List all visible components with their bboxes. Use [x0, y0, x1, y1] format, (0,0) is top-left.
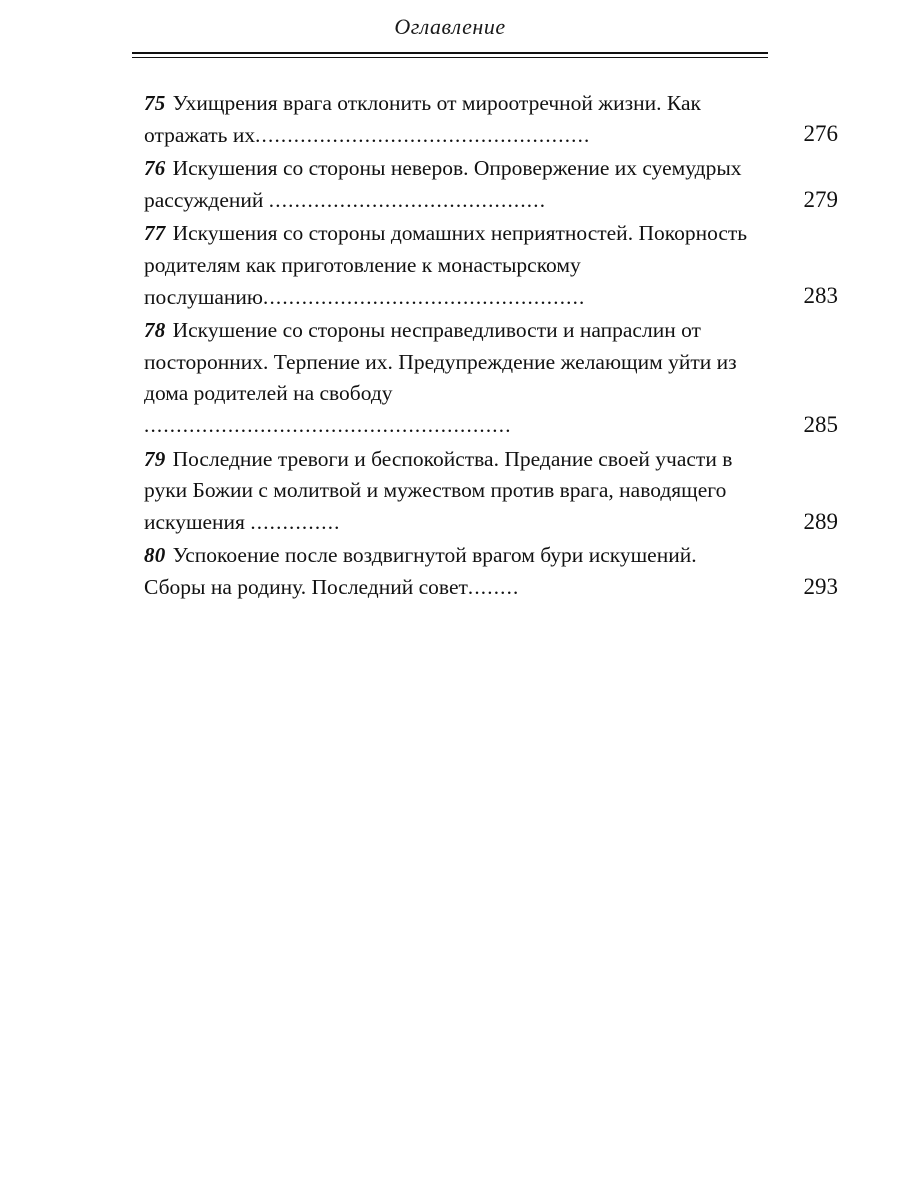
header-rules: [132, 52, 768, 58]
toc-entry-page-number: 289: [803, 508, 838, 534]
toc-entry-number: 80: [144, 543, 166, 568]
toc-entry-leader: ........: [467, 574, 520, 599]
toc-entry-title: Искушения со стороны неверов. Опровержение их суемудрых рассуждений: [144, 156, 742, 212]
toc-entry-leader: ..................................................: [263, 284, 586, 309]
toc-entry-number: 78: [144, 318, 166, 343]
toc-entry-title: Последние тревоги и беспокойства. Предание своей участи в руки Божии с молитвой и мужеством против врага, наводящего искушения: [144, 446, 733, 534]
toc-entry-leader: ....................................................: [255, 122, 591, 147]
toc-entry-body: [120, 315, 768, 441]
toc-entry-number: 76: [144, 156, 166, 181]
toc-entry-title: Ухищрения врага отклонить от мироотречной жизни. Как отражать их: [144, 91, 701, 147]
toc-entry-leader: ..............: [250, 509, 341, 534]
toc-entry: [120, 540, 838, 603]
toc-entry: [120, 315, 838, 441]
toc-entry-number: 75: [144, 91, 166, 115]
header-rule-thin: [132, 57, 768, 58]
toc-entry-page-number: 293: [803, 573, 838, 599]
toc-entry-number: 79: [144, 446, 166, 471]
toc-entry-leader: ...........................................: [268, 187, 547, 212]
toc-entry-body: [120, 444, 768, 539]
toc-entry-title: Успокоение после воздвигнутой врагом бури искушений. Сборы на родину. Последний совет: [144, 543, 697, 599]
toc-entry-body: [120, 153, 768, 216]
toc-entry-leader: .........................................................: [144, 412, 512, 437]
table-of-contents: [120, 88, 838, 604]
toc-entry-page-number: 276: [803, 121, 838, 147]
toc-entry: [120, 444, 838, 539]
toc-entry-title: Искушения со стороны домашних неприятностей. Покорность родителям как приготовление к монастырскому послушанию: [144, 221, 748, 309]
toc-entry: [120, 88, 838, 151]
toc-entry-body: [120, 540, 768, 603]
page-header-title: Оглавление: [394, 14, 506, 39]
toc-entry-number: 77: [144, 221, 166, 246]
toc-entry-body: [120, 88, 768, 151]
toc-entry: [120, 218, 838, 313]
toc-entry-page-number: 279: [803, 186, 838, 212]
toc-entry-body: [120, 218, 768, 313]
toc-entry-page-number: 283: [803, 283, 838, 309]
toc-entry-page-number: 285: [803, 411, 838, 437]
toc-entry: [120, 153, 838, 216]
toc-entry-title: Искушение со стороны несправедливости и напраслин от посторонних. Терпение их. Предупреждение желающим уйти из дома родителей на свободу: [144, 318, 737, 406]
header-rule-thick: [132, 52, 768, 54]
